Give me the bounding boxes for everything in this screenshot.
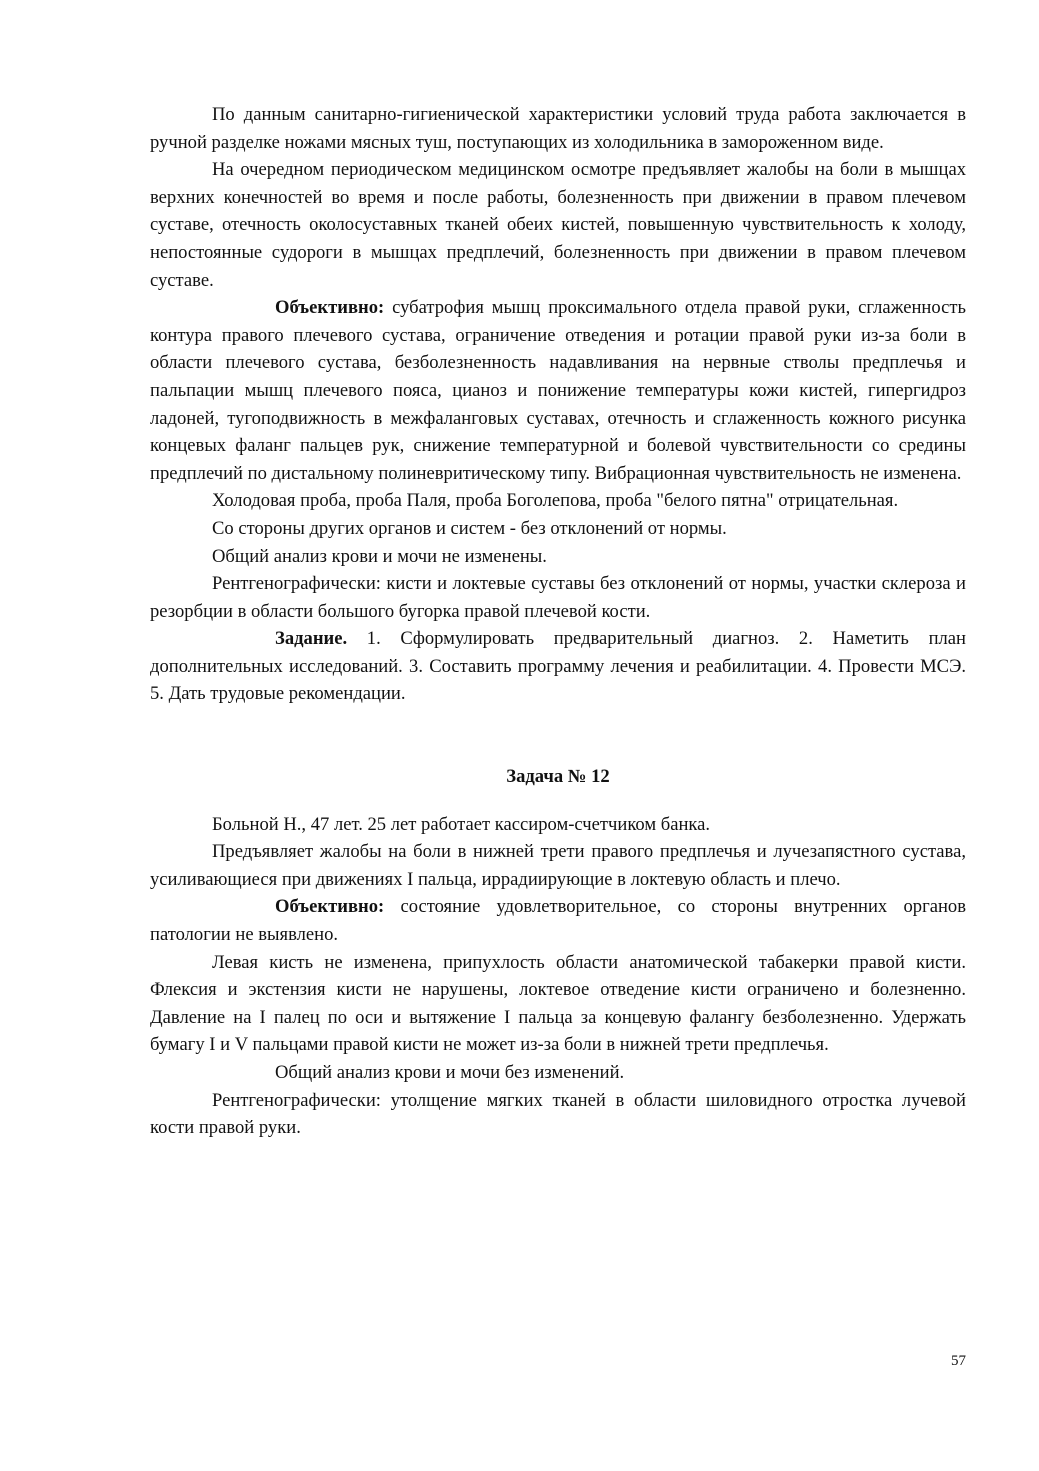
paragraph-complaints-2: Предъявляет жалобы на боли в нижней трети правого предплечья и лучезапястного сустава, усиливающиеся при движениях I пальца, иррадиирующие в локтевую область и плечо.: [150, 841, 966, 890]
page-number: 57: [951, 1353, 966, 1369]
document-page: [150, 101, 966, 1142]
task-label: Задание.: [275, 628, 348, 650]
paragraph-other-organs: Со стороны других органов и систем - без отклонений от нормы.: [212, 517, 727, 539]
paragraph-xray: Рентгенографически: кисти и локтевые суставы без отклонений от нормы, участки склероза и резорбции в области большого бугорка правой плечевой кости.: [150, 573, 966, 622]
paragraph-complaints: На очередном периодическом медицинском осмотре предъявляет жалобы на боли в мышцах верхних конечностей во время и после работы, болезненность при движении в правом плечевом суставе, отечность околосуставных тканей обеих кистей, повышенную чувствительность к холоду, непостоянные судороги в мышцах предплечий, болезненность при движении в правом плечевом суставе.: [150, 159, 966, 291]
paragraph-objective-2: [150, 893, 966, 948]
paragraph-patient: Больной Н., 47 лет. 25 лет работает кассиром-счетчиком банка.: [212, 813, 711, 835]
paragraph-tests: Холодовая проба, проба Паля, проба Боголепова, проба "белого пятна" отрицательная.: [212, 490, 899, 512]
objective-text-2: состояние удовлетворительное, со стороны внутренних органов патологии не выявлено.: [150, 896, 966, 946]
paragraph-task: [150, 625, 966, 708]
task-text: 1. Сформулировать предварительный диагноз. 2. Наметить план дополнительных исследований. 3. Составить программу лечения и реабилитации. 4. Провести МСЭ. 5. Дать трудовые рекомендации.: [150, 628, 966, 705]
paragraph-objective: [150, 294, 966, 487]
objective-text: субатрофия мышц проксимального отдела правой руки, сглаженность контура правого плечевого сустава, ограничение отведения и ротации правой руки из-за боли в области плечевого сустава, безболезненность надавливания на нервные стволы предплечья и пальпации мышц плечевого пояса, цианоз и понижение температуры кожи кистей, гипергидроз ладоней, тугоподвижность в межфаланговых суставах, отечность и сглаженность кожного рисунка концевых фаланг пальцев рук, снижение температурной и болевой чувствительности со средины предплечий по дистальному полиневритическому типу. Вибрационная чувствительность не изменена.: [150, 297, 966, 484]
section-title: Задача № 12: [506, 766, 610, 788]
paragraph-xray-2: Рентгенографически: утолщение мягких тканей в области шиловидного отростка лучевой кости правой руки.: [150, 1089, 966, 1139]
objective-label: Объективно:: [275, 297, 385, 319]
paragraph-working-conditions: По данным санитарно-гигиенической характеристики условий труда работа заключается в ручной разделке ножами мясных туш, поступающих из холодильника в замороженном виде.: [150, 104, 966, 153]
paragraph-blood-analysis-2: Общий анализ крови и мочи без изменений.: [275, 1062, 625, 1083]
paragraph-blood-analysis: Общий анализ крови и мочи не изменены.: [212, 545, 547, 567]
objective-label-2: Объективно:: [275, 896, 385, 918]
paragraph-hand-exam: Левая кисть не изменена, припухлость области анатомической табакерки правой кисти. Флексия и экстензия кисти не нарушены, локтевое отведение кисти ограничено и болезненно. Давление на I палец по оси и вытяжение I пальца за концевую фалангу безболезненно. Удержать бумагу I и V пальцами правой кисти не может из-за боли в нижней трети предплечья.: [150, 951, 966, 1056]
